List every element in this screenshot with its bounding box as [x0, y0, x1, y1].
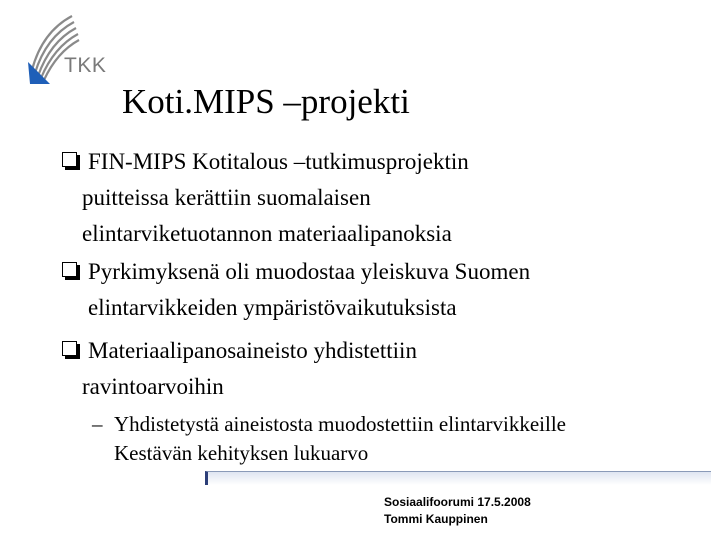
- footer-event: Sosiaalifoorumi 17.5.2008: [384, 495, 531, 509]
- bullet-line: elintarviketuotannon materiaalipanoksia: [82, 221, 452, 246]
- checkbox-bullet-icon: [62, 341, 77, 356]
- checkbox-bullet-icon: [62, 152, 77, 167]
- dash-bullet-marker: –: [92, 412, 103, 436]
- sub-bullet-line: Yhdistetystä aineistosta muodostettiin elintarvikkeille: [114, 412, 567, 436]
- bullet-line: puitteissa kerättiin suomalaisen: [82, 185, 371, 210]
- bullet-line: ravintoarvoihin: [82, 374, 224, 399]
- footer-author: Tommi Kauppinen: [384, 512, 488, 526]
- bullet-line: FIN-MIPS Kotitalous –tutkimusprojektin: [88, 149, 469, 174]
- sub-bullet-line: Kestävän kehityksen lukuarvo: [114, 441, 369, 465]
- bullet-line: Materiaalipanosaineisto yhdistettiin: [88, 338, 417, 363]
- slide-title: Koti.MIPS –projekti: [122, 82, 410, 121]
- logo-text: TKK: [64, 54, 107, 77]
- footer: [384, 494, 531, 528]
- bullet-line: Pyrkimyksenä oli muodostaa yleiskuva Suomen: [88, 259, 531, 284]
- footer-divider: [205, 471, 711, 485]
- bullet-line: elintarvikkeiden ympäristövaikutuksista: [88, 295, 457, 320]
- checkbox-bullet-icon: [62, 262, 77, 277]
